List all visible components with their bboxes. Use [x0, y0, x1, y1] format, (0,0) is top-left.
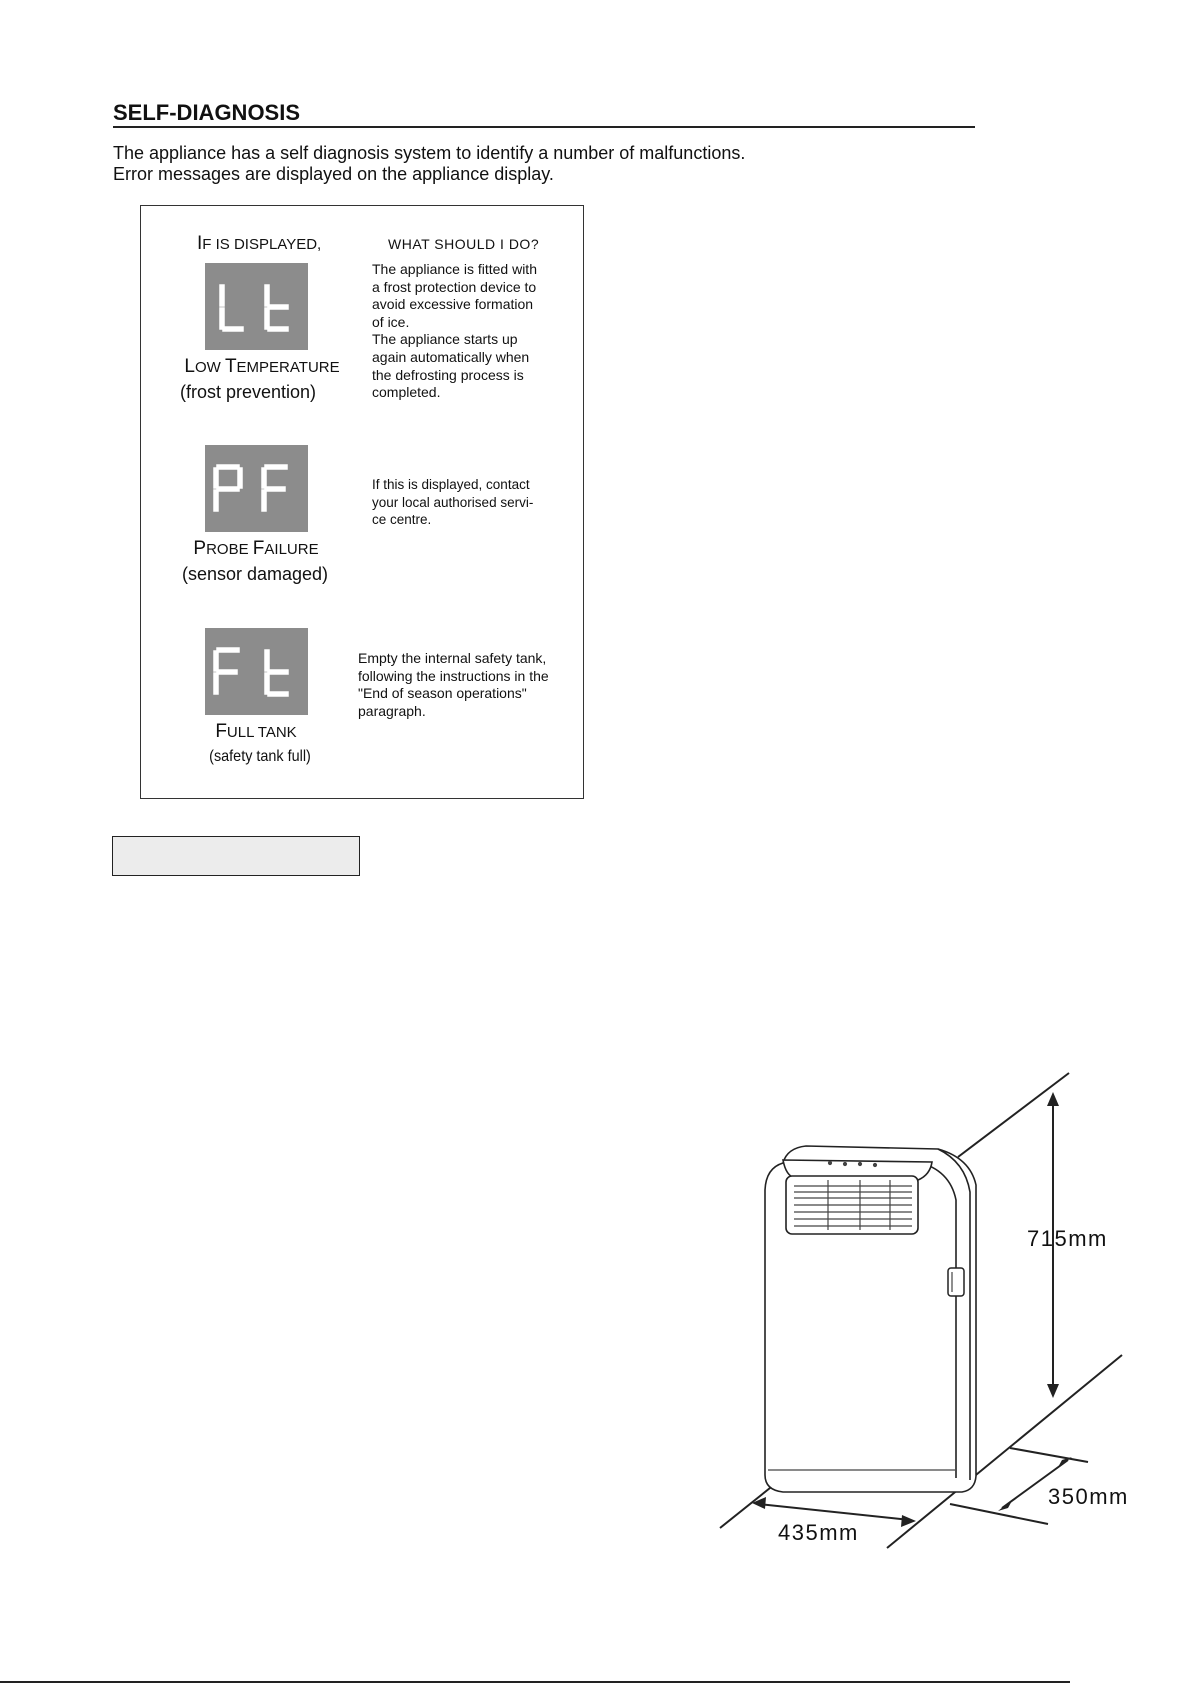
section-title: SELF-DIAGNOSIS	[113, 100, 301, 125]
intro-paragraph	[113, 143, 745, 185]
height-dimension-label: 715mm	[1027, 1226, 1108, 1251]
page-bottom-rule	[0, 1681, 1070, 1683]
lcd-code-pf-icon	[205, 445, 308, 532]
desc-full-tank: Empty the internal safety tank, following the instructions in the "End of season operations" paragraph.	[358, 650, 549, 719]
intro-line-1: The appliance has a self diagnosis system to identify a number of malfunctions.	[113, 143, 746, 163]
intro-line-2: Error messages are displayed on the appliance display.	[113, 164, 554, 184]
error-sub-safety-tank-full: (safety tank full)	[209, 748, 311, 765]
lcd-code-lt-icon	[205, 263, 308, 350]
appliance-dimension-drawing	[700, 1060, 1150, 1560]
error-name-probe-failure: PROBE FAILURE	[193, 538, 319, 559]
section-heading-box	[112, 836, 360, 876]
section-title-rule	[113, 126, 975, 128]
header-if-displayed: IF IS DISPLAYED,	[197, 233, 322, 254]
error-sub-sensor-damaged: (sensor damaged)	[181, 564, 329, 584]
error-name-full-tank: FULL TANK	[215, 721, 297, 742]
depth-dimension-label: 350mm	[1048, 1484, 1129, 1509]
desc-probe-failure: If this is displayed, contact your local authorised servi- ce centre.	[372, 477, 534, 528]
header-what-should-i-do: WHAT SHOULD I DO?	[388, 236, 540, 252]
width-dimension-label: 435mm	[778, 1520, 859, 1545]
error-sub-frost-prevention: (frost prevention)	[179, 382, 317, 402]
desc-low-temperature: The appliance is fitted with a frost protection device to avoid excessive formation of ice. The appliance starts up again automatically when the defrosting process is completed.	[372, 261, 537, 401]
lcd-code-ft-icon	[205, 628, 308, 715]
error-name-low-temperature: LOW TEMPERATURE	[184, 356, 340, 377]
